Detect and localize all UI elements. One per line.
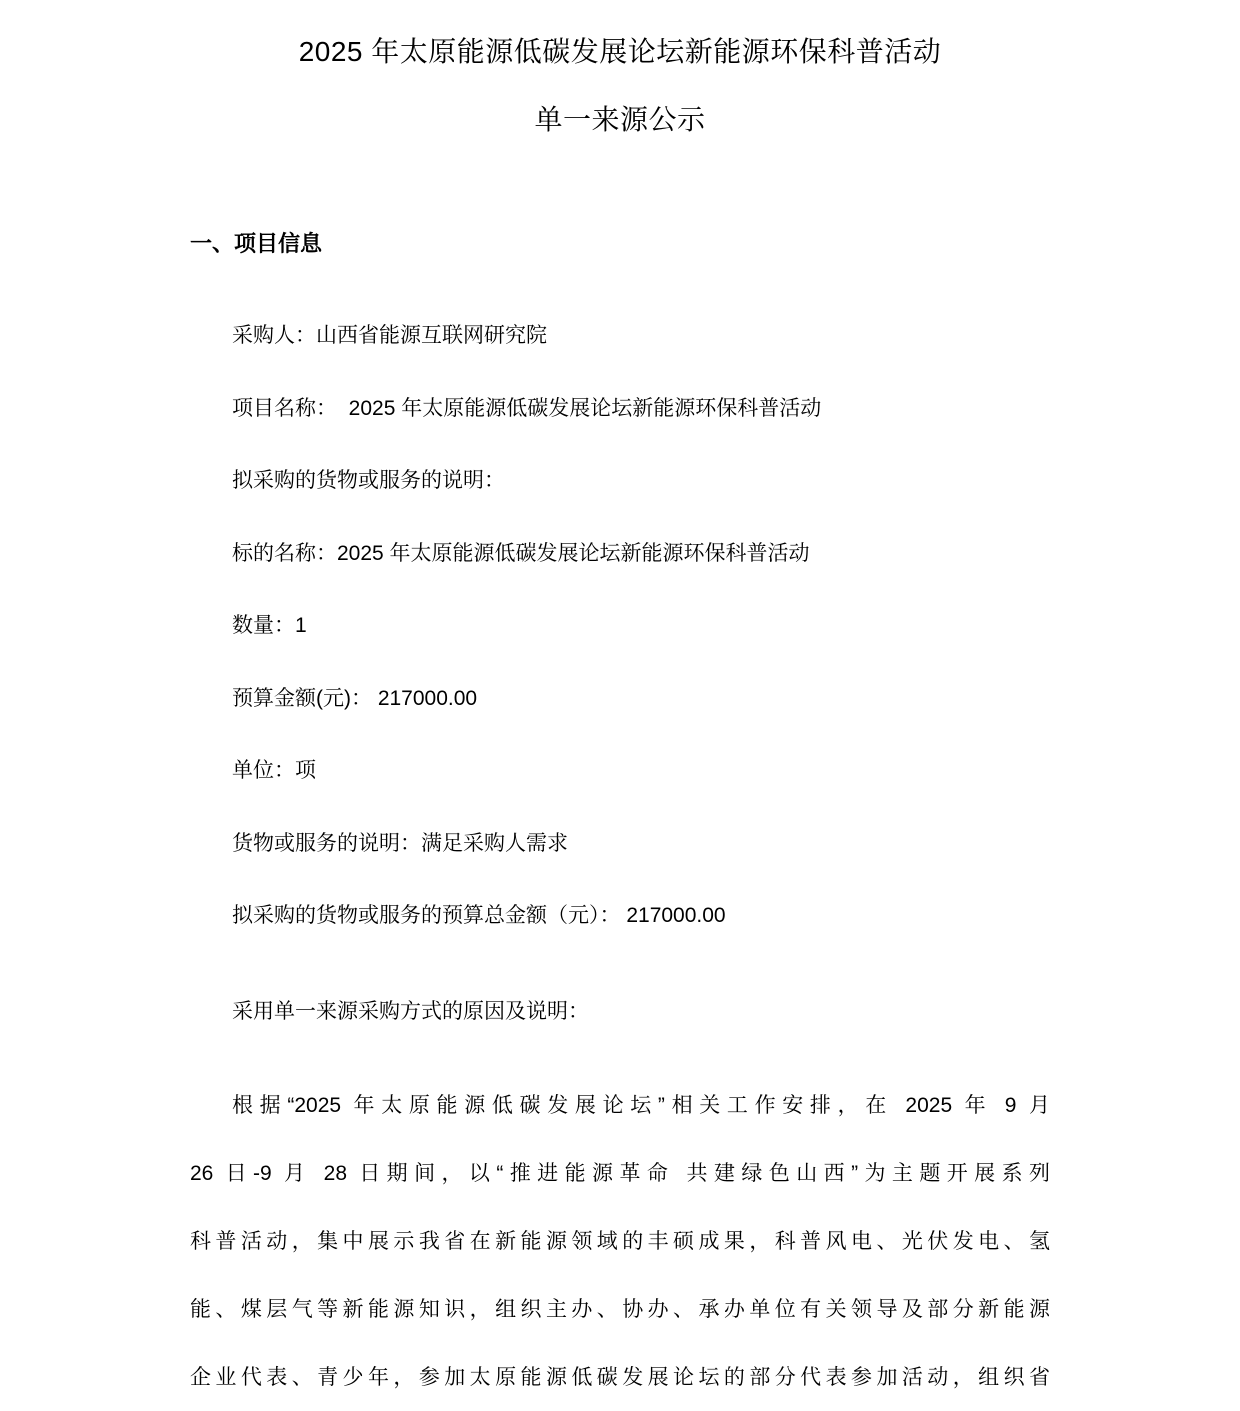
reason-paragraph-line: 26 日-9 月 28 日期间，以“推进能源革命 共建绿色山西”为主题开展系列 xyxy=(190,1161,1050,1185)
reason-paragraph-line: 企业代表、青少年，参加太原能源低碳发展论坛的部分代表参加活动，组织省 xyxy=(190,1365,1050,1389)
info-line-unit: 单位：项 xyxy=(232,759,316,782)
reason-paragraph-line: 科普活动，集中展示我省在新能源领域的丰硕成果，科普风电、光伏发电、氢 xyxy=(190,1229,1050,1253)
info-line-project-name: 项目名称： 2025 年太原能源低碳发展论坛新能源环保科普活动 xyxy=(232,396,822,420)
reason-paragraph-line: 根据“2025 年太原能源低碳发展论坛”相关工作安排，在 2025 年 9 月 xyxy=(232,1093,1050,1117)
single-source-reason-paragraph xyxy=(190,1072,1050,1411)
section-heading-project-info: 一、项目信息 xyxy=(190,231,323,256)
reason-paragraph-line: 能、煤层气等新能源知识，组织主办、协办、承办单位有关领导及部分新能源 xyxy=(190,1297,1050,1321)
document-title: 2025 年太原能源低碳发展论坛新能源环保科普活动 xyxy=(298,36,942,67)
single-source-reason-label: 采用单一来源采购方式的原因及说明： xyxy=(232,1000,589,1023)
info-line-budget-amount: 预算金额(元)： 217000.00 xyxy=(232,686,478,710)
info-line-purchaser: 采购人：山西省能源互联网研究院 xyxy=(232,324,547,347)
info-line-service-desc: 货物或服务的说明：满足采购人需求 xyxy=(232,831,568,855)
project-info-list xyxy=(190,324,1050,927)
info-line-total-budget: 拟采购的货物或服务的预算总金额（元）： 217000.00 xyxy=(232,904,726,927)
document-subtitle: 单一来源公示 xyxy=(534,104,706,135)
info-line-subject-name: 标的名称：2025 年太原能源低碳发展论坛新能源环保科普活动 xyxy=(232,541,810,565)
info-line-quantity: 数量：1 xyxy=(232,614,307,637)
info-line-goods-desc-label: 拟采购的货物或服务的说明： xyxy=(232,469,505,492)
